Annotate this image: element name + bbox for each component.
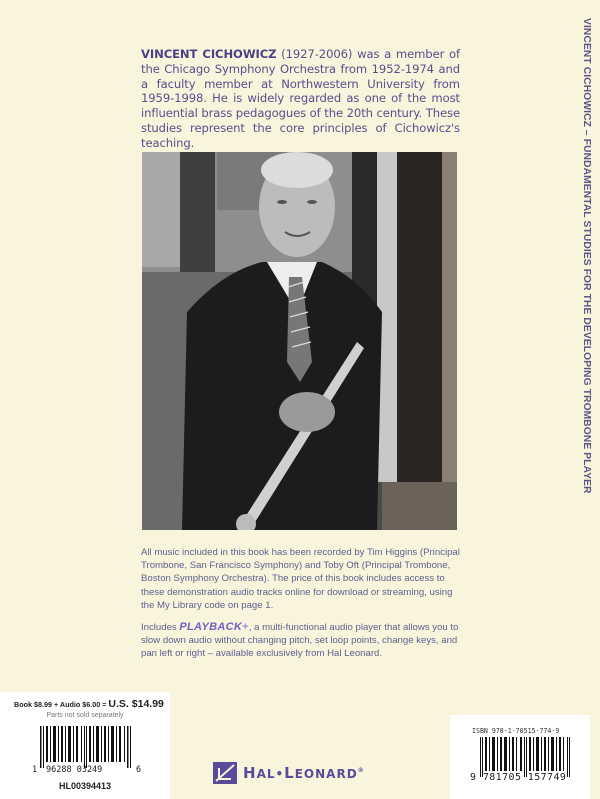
isbn-digits: 9 781705 157749 — [470, 772, 567, 783]
price-barcode-box — [0, 692, 170, 799]
hal-leonard-logo — [213, 760, 365, 786]
parts-note: Parts not sold separately — [46, 712, 124, 719]
hal-leonard-emblem-icon — [213, 762, 237, 784]
product-code: HL00394413 — [58, 781, 112, 791]
bio-name: VINCENT CICHOWICZ — [141, 47, 277, 61]
price-line: Book $8.99 + Audio $6.00 = U.S. $14.99 — [14, 698, 164, 710]
audio-credits — [141, 546, 461, 670]
playback-logo: PLAYBACK+ — [179, 621, 249, 634]
isbn-barcode — [480, 737, 572, 777]
bio-text: (1927-2006) was a member of the Chicago Symphony Orchestra from 1952-1974 and a faculty member at Northwestern University from 1959-1998. He is widely regarded as one of the most influential brass pedagogues of the 20th century. These studies represent the core principles of Cichowicz's teaching. — [141, 47, 460, 150]
author-photo — [142, 152, 457, 530]
credits-paragraph: All music included in this book has been recorded by Tim Higgins (Principal Trombone, San Francisco Symphony) and Toby Oft (Principal Trombone, Boston Symphony Orchestra). The price of this book includes access to these demonstration audio tracks online for download or streaming, using the My Library code on page 1. — [141, 547, 460, 611]
upc-digits: 96288 03249 — [46, 765, 103, 775]
portrait-image — [142, 152, 457, 530]
publisher-name: HAL•LEONARD® — [243, 764, 365, 782]
upc-barcode — [40, 726, 132, 768]
biography-paragraph — [141, 47, 460, 151]
upc-last-digit: 6 — [136, 765, 142, 775]
upc-first-digit: 1 — [32, 765, 38, 775]
price-total: U.S. $14.99 — [108, 698, 164, 710]
isbn-barcode-box — [450, 715, 590, 799]
isbn-label: ISBN 978-1-70515-774-9 — [472, 727, 560, 735]
plus-icon: + — [242, 621, 249, 634]
spine-title: VINCENT CICHOWICZ – FUNDAMENTAL STUDIES FOR THE DEVELOPING TROMBONE PLAYER — [581, 18, 592, 494]
playback-paragraph: Includes PLAYBACK+, a multi-functional audio player that allows you to slow down audio without changing pitch, set loop points, change keys, and pan left or right – available exclusively from Hal Leonard. — [141, 621, 459, 660]
